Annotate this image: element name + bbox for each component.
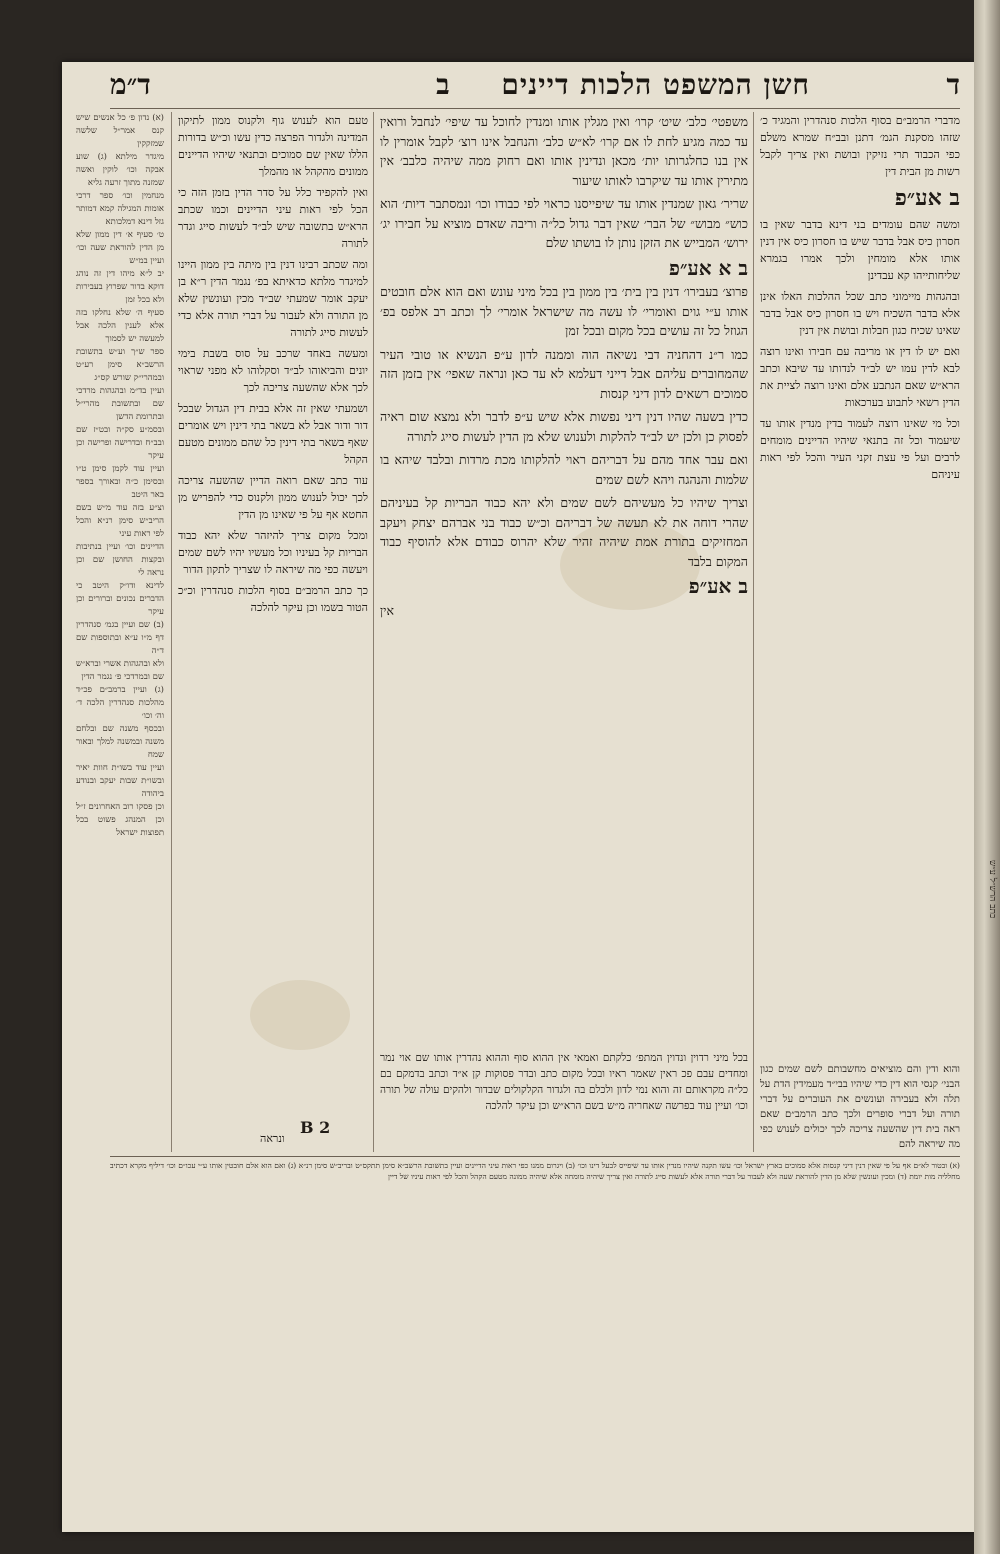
- commentary-paragraph: כך כתב הרמב״ם בסוף הלכות סנהדרין וכ״כ הטור בשמו וכן עיקר להלכה: [178, 584, 368, 614]
- main-paragraph: ואם עבר אחד מהם על דבריהם ראוי להלקותו מכת מרדות ובלבד שיהא בו שלמות והנהגה ויהא לשם שמים: [380, 452, 748, 487]
- main-closing-word: אין: [380, 602, 394, 618]
- section-letter: ב: [436, 68, 451, 101]
- margin-line: הדיינים וכו׳ ועיין בנתיבות ובקצות החושן שם וכן נראה לי: [76, 542, 164, 578]
- commentary-column-right: [760, 112, 960, 1062]
- margin-line: ט׳ סעיף א׳ דין ממון שלא מן הדין להוראת שעה וכו׳ ועיין במ״ש: [76, 230, 164, 266]
- main-subheading: ב א אע״פ: [668, 255, 748, 280]
- commentary-paragraph: ושמעתי שאין זה אלא בבית דין הגדול שבכל דור ודור אבל לא בשאר בתי דינין ויש אומרים שאף בשאר בתי דינין כל שהם ממונים מטעם הקהל: [178, 402, 368, 466]
- column-divider: [373, 112, 374, 1152]
- column-divider: [171, 112, 172, 1152]
- commentary-paragraph: ומה שכתב רבינו דנין בין מיתה בין ממון היינו למיגדר מלתא כדאיתא בפ׳ נגמר הדין ר״א בן יעקב אומר שמעתי שב״ד מכין ועונשין שלא מן התורה ולא לעבור על דברי תורה אלא כדי לעשות סייג לתורה: [178, 258, 368, 339]
- margin-line: (ג) ועיין ברמב״ם פכ״ד מהלכות סנהדרין הלכה ד׳ וה׳ וכו׳: [76, 685, 164, 721]
- footnotes-text: (א) ובטור לא״ם אף על פי שאין דנין דיני קנסות אלא סמוכים בארץ ישראל וכו׳ עשו תקנה שיהיו מנדין אותו עד שיפייס לבעל דינו וכו׳ (ב) ויגרום ממנו כפי ראות עיני הדיינים ועיין בתשובת הרשב״א סימן תתקס״ט ובריב״ש סימן רנ״א (ג) ואם הוא אלם חובטין אותו ע״י עכו״ם וכו׳ דיליף מקרא דכתיב מחלליה מות יומת (ד) ומכין ועונשין שלא מן הדין להוראת שעה ולא לעבור על דברי תורה אלא לעשות סייג לתורה ואין צריך שיהיה מומחה אלא שיהיה ממונה מטעם הקהל והכל לפי ראות עיניו של דיין: [110, 1161, 960, 1181]
- margin-line: ספר ש״ך וע״ש בתשובת הרשב״א סימן רע״ט ובמהרי״ק שורש קס״ג: [76, 347, 164, 383]
- margin-line: וכן פסקו רוב האחרונים ז״ל וכן המנהג פשוט בכל תפוצות ישראל: [76, 802, 164, 838]
- commentary-paragraph: טעם הוא לענוש גוף ולקנוס ממון לתיקון המדינה ולגדור הפרצה כדין עשו וכ״ש בדורות הללו שאין שם סמוכים ובתנאי שיהיו הדיינים ממונים מהקהל או מהמלך: [178, 114, 368, 178]
- facing-page-edge: [974, 0, 1000, 1554]
- margin-line: ובכסף משנה שם ובלחם משנה ובמשנה למלך ובאור שמח: [76, 724, 164, 760]
- folio-mark: ד: [946, 68, 960, 101]
- margin-line: מנחמין וכו׳ ספר דרכי אומות המגילה קמא דמותר גזל דינא דמלכותא: [76, 191, 164, 227]
- commentary-paragraph: ואין להקפיד כלל על סדר הדין בזמן הזה כי הכל לפי ראות עיני הדיינים וכמו שכתב הרא״ש בתשובה שיש לב״ד לעשות סייג וגדר לתורה: [178, 186, 368, 250]
- commentary-paragraph: מדברי הרמב״ם בסוף הלכות סנהדרין והמגיד כ׳ שזהו מסקנת הגמ׳ דתנן ובב״ח שמרא משלם כפי הכבוד תרי נזיקין ובושת ואין צריך לקבל רשות מן הבית דין: [760, 114, 960, 178]
- commentary-paragraph: ומשה שהם עומדים בני דינא בדבר שאין בו חסרון כיס אבל בדבר שיש בו חסרון כיס אין דנין אותו אלא מומחין ולכך אמרו בגמרא שליחותייהו קא עבדינן: [760, 218, 960, 282]
- margin-line: ובסמ״ע סק״ה ובט״ז שם ובב״ח ובדרישה ופרישה וכן עיקר: [76, 425, 164, 461]
- running-title-text: חשן המשפט הלכות דיינים: [501, 68, 810, 101]
- margin-heading: ד״מ: [110, 68, 151, 101]
- footnotes: [110, 1160, 960, 1212]
- commentary-paragraph: ומכל מקום צריך להיזהר שלא יהא כבוד הבריות קל בעיניו וכל מעשיו יהיו לשם שמים ויעשה כפי מה שיראה לו שצריך לתקון הדור: [178, 529, 368, 576]
- column-divider: [753, 112, 754, 1152]
- commentary-paragraph: וכל מי שאינו רוצה לעמוד בדין מנדין אותו עד שיעמוד וכל זה בתנאי שיהיו הדיינים מומחים לרבים ועל פי עצת זקני העיר והכל לפי ראות עיניהם: [760, 417, 960, 481]
- margin-line: מיגדר מילתא (ג) שוע אבקה וכו׳ לוקין ואשה שמזנה מתוך זרעה גליא: [76, 152, 164, 188]
- main-paragraph: כמו ר״נ דהחניה דבי נשיאה הוה וממנה לדון ע״פ הנשיא או טובי העיר שהמחוברים עליהם אבל דייני דעלמא לא עד כאן ונראה שאפי׳ אין בזמן הזה סמוכים רשאים לדון דיני קנסות: [380, 346, 748, 401]
- main-paragraph: וצריך שיהיו כל מעשיהם לשם שמים ולא יהא כבוד הבריות קל בעיניהם שהרי דוחה את לא תעשה של דבריהם וכ״ש כבוד בני אברהם יצחק ויעקב המחזיקים בתורת אמת שיהיה זהיר שלא יהרוס כבודם אלא להוסיף כבוד המקום בלבד: [380, 495, 748, 569]
- commentary-column-left: [178, 112, 368, 1062]
- margin-line: (ב) שם ועיין בגמ׳ סנהדרין דף מ״ו ע״א ובתוספות שם ד״ה: [76, 620, 164, 656]
- lower-commentary-text: בכל מיני רדוין ונדוין המתפ׳ כלקתם ואמאי אין ההוא סוף וההוא נהדרין אותו שם אוי נמר ומחדים עבם פכ ראין שאמר ראיו ובכל מקום כתב ובדר פסוקות קן א״ד וכתב בדמקם בם כל״ה מקראותם זה והוא נמי לדון ולכלם בה ולגדור הקלקולים שבדור ולהקים עולה של תורה וכו׳ ועיין עוד בפרשה שאחריה מ״ש בשם הרא״ש וכן עיקר להלכה: [380, 1052, 748, 1112]
- page-header: [110, 68, 960, 108]
- commentary-paragraph: ומעשה באחד שרכב על סוס בשבת בימי יונים והביאוהו לב״ד וסקלוהו לא מפני שראוי לכך אלא שהשעה צריכה לכך: [178, 347, 368, 394]
- commentary-paragraph: ובהגהות מיימוני כתב שכל ההלכות האלו אינן אלא בדבר השכיח ויש בו חסרון כיס אבל בדבר שאינו שכיח כגון חבלות ובושת אין דנין: [760, 290, 960, 337]
- lower-commentary-text: והוא ודין והם מוציאים מחשבותם לשם שמים כגון הבני׳ קנסי הוא דין כדי שיהיו בבי״ד מעמידין הדת על תלה ולא בעבירה ועונשים את העוברים על דברי תורה ועל דברי סופרים ולכך כתב הרמב״ם שאם ראה בית דין שהשעה צריכה לכך יכולים לענוש כפי מה שיראה להם: [760, 1064, 960, 1150]
- running-title: [436, 68, 810, 102]
- header-rule: [110, 108, 960, 109]
- commentary-heading: ב אע״פ: [894, 185, 960, 211]
- main-text-column: [380, 112, 748, 1032]
- margin-line: ועיין בד״מ ובהגהות מרדכי שם ובתשובת מהרי״ל ובתרומת הדשן: [76, 386, 164, 422]
- margin-line: יב ל״א מיהו דין זה נוהג דוקא בדור שפרוץ בעבירות ולא בכל זמן: [76, 269, 164, 305]
- main-paragraph: פרוצ׳ בעבירו׳ דנין בין בית׳ בין ממון בין בכל מיני עונש ואם הוא אלם חובטים אותו ע״י גוים ואומרי׳ לו עשה מה שישראל אומרי׳ לך וכתב רב אלפס בפ׳ הגוזל כל זה עושים בכל מקום ובכל זמן: [380, 284, 748, 338]
- margin-line: (א) נדון פ׳ כל אנשים שיש קנס אמר״ל שלשה שמזקקין: [76, 113, 164, 149]
- main-paragraph: כדין בשעה שהיו דנין דיני נפשות אלא שיש ע״פ לדבר ולא נמצא שום ראיה לפסוק כן ולכן יש לב״ד להלקות ולענוש שלא מן הדין לעשות סייג לתורה: [380, 409, 748, 444]
- edge-margin-note: כתב הרש״ל ע״ש: [987, 860, 997, 919]
- lower-commentary-center: [380, 1050, 748, 1150]
- margin-line: ולא ובהגהות אשרי וברא״ש שם ובמרדכי פ׳ נגמר הדין: [76, 659, 164, 682]
- main-paragraph: שריר׳ גאון שמנדין אותו עד שיפייסנו כראוי לפי כבודו וכו׳ ונמסתבר דיות׳ הוא כוש״ מבוש״ של הבר׳ שאין דבר גדול כל״ה וריבה שאדם מוציא על חבירו יג׳ ירוש׳ המבייש את הזקן נותן לו בושתו שלם: [380, 196, 748, 250]
- catchword: ונראה: [260, 1132, 285, 1145]
- margin-line: לדינא ודו״ק היטב כי הדברים נכונים וברורים וכן עיקר: [76, 581, 164, 617]
- commentary-paragraph: ואם יש לו דין או מריבה עם חבירו ואינו רוצה לבא לדין עמו יש לב״ד לנדותו עד שיבא וכתב הרא״ש שאם הנתבע אלם ואינו רוצה לציית את הדין רשאי לתבוע בערכאות: [760, 345, 960, 409]
- margin-line: וצ״ע בזה עוד מ״ש בשם הריב״ש סימן רנ״א והכל לפי ראות עיני: [76, 503, 164, 539]
- margin-line: ועיין עוד בשו״ת חוות יאיר ובשו״ת שבות יעקב ובנודע ביהודה: [76, 763, 164, 799]
- signature-mark: B 2: [300, 1118, 331, 1137]
- main-subheading: ב אע״פ: [688, 574, 748, 598]
- margin-commentary-column: [76, 112, 164, 1112]
- commentary-paragraph: עוד כתב שאם רואה הדיין שהשעה צריכה לכך יכול לענוש ממון ולקנוס כדי להפריש מן החטא אף על פי שאינו מן הדין: [178, 474, 368, 521]
- margin-line: סעיף ה׳ שלא נחלקו בזה אלא לענין הלכה אבל למעשה יש לסמוך: [76, 308, 164, 344]
- main-paragraph: משפטי׳ כלב׳ שיט׳ קרו׳ ואין מגלין אותו ומנדין לחוכל עד שיפי׳ לנחבל ורואין עד כמה מגיע לחת לו אם קרו׳ לא״ש כלב׳ והנחבל אינו רוצ׳ לקבל אומרין לו אין בנו כחלגרותו יות׳ מכאן ונדינין אותו ואם רחוק ממה שיהיה כלבב׳ אין מתירין אותו עד שיקרבו לאותו שיעור: [380, 114, 748, 188]
- lower-commentary-right: [760, 1062, 960, 1150]
- footnote-rule: [110, 1156, 960, 1157]
- margin-line: ועיין עוד לקמן סימן ט״ו ובסימן כ״ה ובאורך בספר באר היטב: [76, 464, 164, 500]
